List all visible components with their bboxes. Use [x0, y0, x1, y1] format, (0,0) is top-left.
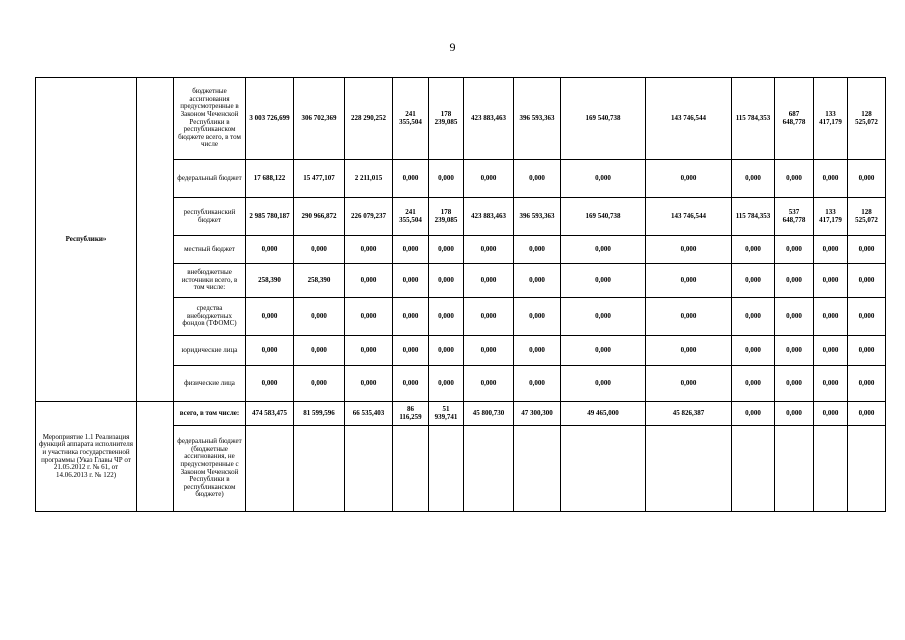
amount-cell: 0,000: [561, 366, 646, 402]
amount-cell: 0,000: [393, 298, 429, 336]
amount-cell: 133 417,179: [814, 78, 848, 160]
amount-cell: 258,390: [294, 264, 345, 298]
amount-cell: [732, 426, 775, 512]
amount-cell: 423 883,463: [464, 198, 514, 236]
amount-cell: 0,000: [345, 298, 393, 336]
amount-cell: 0,000: [345, 236, 393, 264]
amount-cell: 241 355,504: [393, 78, 429, 160]
amount-cell: 0,000: [646, 366, 732, 402]
amount-cell: 128 525,072: [848, 78, 886, 160]
amount-cell: 2 985 780,187: [246, 198, 294, 236]
amount-cell: 0,000: [294, 366, 345, 402]
amount-cell: [848, 426, 886, 512]
amount-cell: 0,000: [848, 366, 886, 402]
amount-cell: 0,000: [775, 264, 814, 298]
amount-cell: 115 784,353: [732, 198, 775, 236]
budget-table: [35, 77, 886, 512]
amount-cell: 423 883,463: [464, 78, 514, 160]
funding-source-cell: юридические лица: [174, 336, 246, 366]
amount-cell: 0,000: [646, 336, 732, 366]
funding-source-cell: федеральный бюджет: [174, 160, 246, 198]
page-number: 9: [449, 40, 456, 54]
amount-cell: 0,000: [848, 236, 886, 264]
amount-cell: 0,000: [646, 298, 732, 336]
table-row: [36, 402, 886, 426]
amount-cell: 143 746,544: [646, 78, 732, 160]
amount-cell: 0,000: [393, 264, 429, 298]
amount-cell: 0,000: [814, 336, 848, 366]
amount-cell: 0,000: [464, 160, 514, 198]
funding-source-cell: средства внебюджетных фондов (ТФОМС): [174, 298, 246, 336]
amount-cell: 0,000: [814, 236, 848, 264]
amount-cell: 0,000: [775, 366, 814, 402]
amount-cell: 0,000: [561, 160, 646, 198]
amount-cell: 0,000: [814, 402, 848, 426]
amount-cell: 0,000: [775, 402, 814, 426]
amount-cell: 226 079,237: [345, 198, 393, 236]
amount-cell: 0,000: [514, 236, 561, 264]
executor-cell: [137, 78, 174, 402]
amount-cell: 0,000: [646, 264, 732, 298]
amount-cell: 0,000: [429, 236, 464, 264]
activity-name-cell: Мероприятие 1.1 Реализация функций аппарата исполнителя и участника государственной программы (Указ Главы ЧР от 21.05.2012 г. № 61, от 14.06.2013 г. № 122): [36, 402, 137, 512]
amount-cell: [393, 426, 429, 512]
amount-cell: 0,000: [294, 298, 345, 336]
amount-cell: 0,000: [732, 264, 775, 298]
amount-cell: 47 300,300: [514, 402, 561, 426]
amount-cell: [345, 426, 393, 512]
amount-cell: 0,000: [732, 160, 775, 198]
amount-cell: 228 290,252: [345, 78, 393, 160]
amount-cell: 0,000: [848, 336, 886, 366]
amount-cell: 0,000: [246, 336, 294, 366]
amount-cell: [294, 426, 345, 512]
amount-cell: [514, 426, 561, 512]
amount-cell: 306 702,369: [294, 78, 345, 160]
amount-cell: 0,000: [732, 402, 775, 426]
amount-cell: 17 688,122: [246, 160, 294, 198]
amount-cell: 0,000: [429, 264, 464, 298]
amount-cell: 0,000: [561, 264, 646, 298]
amount-cell: 0,000: [246, 236, 294, 264]
amount-cell: 0,000: [646, 236, 732, 264]
amount-cell: [246, 426, 294, 512]
funding-source-cell: федеральный бюджет (бюджетные ассигнования, не предусмотренные с Законом Чеченской Республики в республиканском бюджете): [174, 426, 246, 512]
amount-cell: 687 648,778: [775, 78, 814, 160]
amount-cell: 178 239,085: [429, 78, 464, 160]
amount-cell: 0,000: [464, 366, 514, 402]
amount-cell: 45 800,730: [464, 402, 514, 426]
amount-cell: 537 648,778: [775, 198, 814, 236]
amount-cell: 0,000: [393, 366, 429, 402]
amount-cell: 0,000: [429, 298, 464, 336]
amount-cell: 45 826,387: [646, 402, 732, 426]
amount-cell: 396 593,363: [514, 78, 561, 160]
amount-cell: 0,000: [514, 366, 561, 402]
amount-cell: 0,000: [848, 402, 886, 426]
amount-cell: 0,000: [514, 336, 561, 366]
amount-cell: 0,000: [514, 160, 561, 198]
funding-source-cell: бюджетные ассигнования предусмотренные в Законом Чеченской Республики в республиканском бюджете всего, в том числе: [174, 78, 246, 160]
amount-cell: 0,000: [775, 336, 814, 366]
amount-cell: 0,000: [294, 236, 345, 264]
amount-cell: 0,000: [561, 298, 646, 336]
amount-cell: 0,000: [814, 264, 848, 298]
activity-name-cell: Республики»: [36, 78, 137, 402]
amount-cell: 0,000: [246, 366, 294, 402]
amount-cell: 0,000: [464, 298, 514, 336]
amount-cell: 0,000: [345, 366, 393, 402]
amount-cell: 0,000: [393, 336, 429, 366]
funding-source-cell: физические лица: [174, 366, 246, 402]
amount-cell: [646, 426, 732, 512]
amount-cell: 86 116,259: [393, 402, 429, 426]
funding-source-cell: местный бюджет: [174, 236, 246, 264]
amount-cell: 0,000: [464, 236, 514, 264]
amount-cell: 115 784,353: [732, 78, 775, 160]
amount-cell: 0,000: [464, 336, 514, 366]
amount-cell: 51 939,741: [429, 402, 464, 426]
amount-cell: 3 003 726,699: [246, 78, 294, 160]
amount-cell: 0,000: [464, 264, 514, 298]
amount-cell: 0,000: [561, 336, 646, 366]
amount-cell: 396 593,363: [514, 198, 561, 236]
amount-cell: 0,000: [814, 298, 848, 336]
amount-cell: 0,000: [732, 336, 775, 366]
amount-cell: 0,000: [848, 160, 886, 198]
amount-cell: 0,000: [514, 298, 561, 336]
amount-cell: 169 540,738: [561, 78, 646, 160]
amount-cell: 0,000: [732, 298, 775, 336]
amount-cell: 0,000: [393, 160, 429, 198]
amount-cell: [775, 426, 814, 512]
funding-source-cell: внебюджетные источники всего, в том числе:: [174, 264, 246, 298]
amount-cell: 0,000: [393, 236, 429, 264]
amount-cell: 133 417,179: [814, 198, 848, 236]
amount-cell: 0,000: [429, 160, 464, 198]
amount-cell: [561, 426, 646, 512]
amount-cell: 0,000: [514, 264, 561, 298]
amount-cell: 49 465,000: [561, 402, 646, 426]
amount-cell: 258,390: [246, 264, 294, 298]
amount-cell: [429, 426, 464, 512]
executor-cell: [137, 402, 174, 512]
amount-cell: 0,000: [294, 336, 345, 366]
amount-cell: 2 211,015: [345, 160, 393, 198]
amount-cell: 0,000: [561, 236, 646, 264]
amount-cell: 0,000: [848, 298, 886, 336]
amount-cell: [464, 426, 514, 512]
amount-cell: 0,000: [246, 298, 294, 336]
amount-cell: 0,000: [775, 236, 814, 264]
amount-cell: 0,000: [429, 366, 464, 402]
amount-cell: 0,000: [345, 264, 393, 298]
amount-cell: 474 583,475: [246, 402, 294, 426]
funding-source-cell: всего, в том числе:: [174, 402, 246, 426]
amount-cell: 290 966,872: [294, 198, 345, 236]
amount-cell: 0,000: [429, 336, 464, 366]
amount-cell: 0,000: [814, 366, 848, 402]
amount-cell: 81 599,596: [294, 402, 345, 426]
amount-cell: 0,000: [732, 366, 775, 402]
amount-cell: [814, 426, 848, 512]
amount-cell: 0,000: [848, 264, 886, 298]
amount-cell: 0,000: [814, 160, 848, 198]
amount-cell: 0,000: [775, 298, 814, 336]
amount-cell: 0,000: [646, 160, 732, 198]
amount-cell: 0,000: [775, 160, 814, 198]
amount-cell: 15 477,107: [294, 160, 345, 198]
amount-cell: 0,000: [732, 236, 775, 264]
amount-cell: 169 540,738: [561, 198, 646, 236]
amount-cell: 66 535,403: [345, 402, 393, 426]
funding-source-cell: республиканский бюджет: [174, 198, 246, 236]
amount-cell: 143 746,544: [646, 198, 732, 236]
amount-cell: 241 355,504: [393, 198, 429, 236]
amount-cell: 128 525,072: [848, 198, 886, 236]
amount-cell: 178 239,085: [429, 198, 464, 236]
table-row: [36, 78, 886, 160]
amount-cell: 0,000: [345, 336, 393, 366]
